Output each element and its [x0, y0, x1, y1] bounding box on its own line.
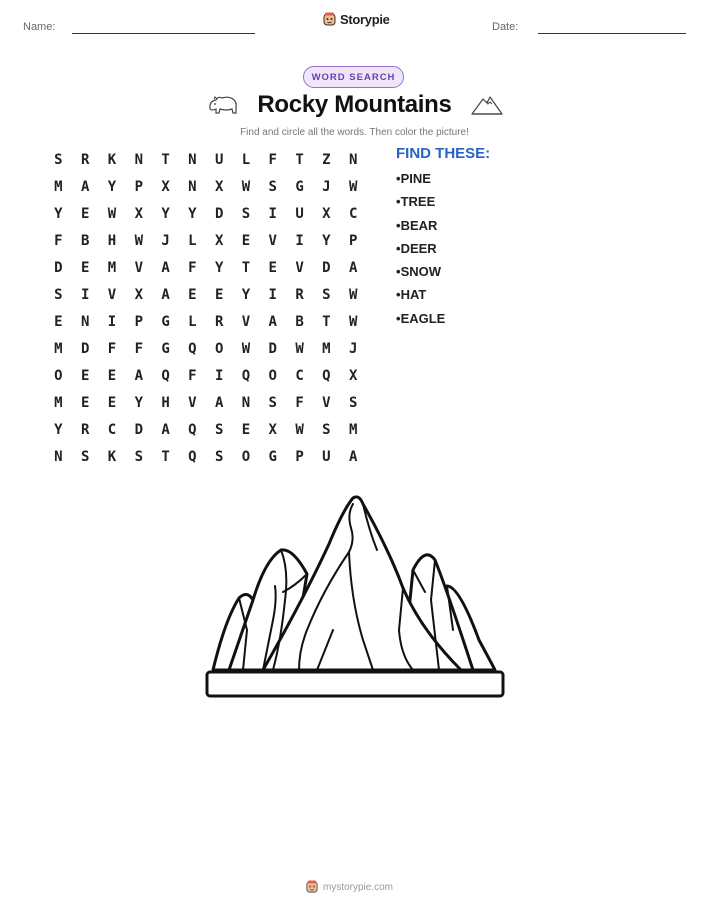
page-title: Rocky Mountains — [257, 91, 452, 118]
grid-letter[interactable]: U — [214, 151, 224, 168]
grid-letter[interactable]: A — [161, 421, 170, 438]
grid-letter[interactable]: X — [134, 205, 143, 222]
grid-row — [45, 200, 367, 227]
grid-letter[interactable]: C — [107, 421, 117, 438]
grid-letter[interactable]: M — [348, 421, 358, 438]
grid-letter[interactable]: S — [322, 421, 331, 438]
grid-letter[interactable]: X — [348, 367, 358, 384]
grid-row — [45, 443, 367, 470]
grid-letter[interactable]: F — [295, 394, 304, 411]
grid-letter[interactable]: E — [80, 205, 90, 222]
grid-letter[interactable]: M — [54, 178, 63, 195]
grid-letter[interactable]: Y — [134, 394, 143, 411]
grid-letter[interactable]: F — [188, 259, 197, 276]
grid-letter[interactable]: O — [214, 340, 224, 357]
grid-letter[interactable]: G — [295, 178, 304, 195]
grid-letter[interactable]: W — [348, 313, 358, 330]
word-list — [396, 171, 445, 334]
grid-letter[interactable]: V — [322, 394, 331, 411]
grid-letter[interactable]: I — [214, 367, 224, 384]
grid-letter[interactable]: Q — [188, 421, 197, 438]
grid-letter[interactable]: D — [80, 340, 90, 357]
grid-letter[interactable]: S — [268, 178, 277, 195]
grid-letter[interactable]: E — [107, 367, 117, 384]
grid-letter[interactable]: W — [134, 232, 143, 249]
grid-letter[interactable]: B — [80, 232, 90, 249]
grid-letter[interactable]: M — [54, 394, 63, 411]
grid-letter[interactable]: J — [348, 340, 358, 357]
grid-letter[interactable]: F — [134, 340, 143, 357]
grid-letter[interactable]: N — [348, 151, 358, 168]
grid-letter[interactable]: O — [268, 367, 277, 384]
grid-letter[interactable]: O — [54, 367, 63, 384]
grid-letter[interactable]: W — [295, 340, 304, 357]
grid-letter[interactable]: V — [107, 286, 117, 303]
grid-row — [45, 254, 367, 281]
grid-row — [45, 308, 367, 335]
grid-letter[interactable]: Y — [214, 259, 224, 276]
grid-letter[interactable]: R — [295, 286, 304, 303]
grid-letter[interactable]: A — [214, 394, 224, 411]
grid-letter[interactable]: W — [348, 286, 358, 303]
grid-row — [45, 389, 367, 416]
grid-letter[interactable]: M — [107, 259, 117, 276]
grid-letter[interactable]: E — [241, 421, 251, 438]
grid-row — [45, 227, 367, 254]
grid-letter[interactable]: I — [80, 286, 90, 303]
word-list-item: • EAGLE — [396, 311, 445, 334]
grid-letter[interactable]: A — [348, 259, 358, 276]
grid-letter[interactable]: V — [188, 394, 197, 411]
word-list-item: • DEER — [396, 241, 445, 264]
letter-grid[interactable] — [45, 146, 367, 470]
grid-letter[interactable]: Q — [241, 367, 251, 384]
storypie-mascot-icon — [305, 880, 319, 894]
storypie-mascot-icon — [322, 12, 337, 27]
brand-logo — [322, 12, 390, 27]
grid-letter[interactable]: T — [322, 313, 331, 330]
grid-letter[interactable]: Q — [188, 448, 197, 465]
grid-letter[interactable]: E — [188, 286, 197, 303]
grid-letter[interactable]: A — [161, 286, 170, 303]
grid-letter[interactable]: S — [214, 421, 224, 438]
grid-letter[interactable]: F — [188, 367, 197, 384]
grid-row — [45, 281, 367, 308]
grid-letter[interactable]: S — [241, 205, 251, 222]
grid-letter[interactable]: Q — [188, 340, 197, 357]
grid-letter[interactable]: E — [214, 286, 224, 303]
grid-row — [45, 173, 367, 200]
grid-letter[interactable]: G — [161, 340, 170, 357]
word-search-badge: WORD SEARCH — [303, 66, 404, 88]
grid-letter[interactable]: H — [161, 394, 170, 411]
grid-letter[interactable]: R — [214, 313, 224, 330]
grid-row — [45, 416, 367, 443]
grid-letter[interactable]: S — [348, 394, 358, 411]
grid-letter[interactable]: Y — [188, 205, 197, 222]
grid-row — [45, 146, 367, 173]
grid-letter[interactable]: Y — [54, 421, 63, 438]
grid-letter[interactable]: J — [161, 232, 170, 249]
grid-letter[interactable]: X — [214, 232, 224, 249]
grid-letter[interactable]: E — [80, 259, 90, 276]
grid-letter[interactable]: N — [80, 313, 90, 330]
grid-letter[interactable]: F — [107, 340, 117, 357]
grid-letter[interactable]: S — [54, 151, 63, 168]
grid-letter[interactable]: U — [322, 448, 331, 465]
grid-letter[interactable]: T — [295, 151, 304, 168]
grid-letter[interactable]: I — [295, 232, 304, 249]
grid-letter[interactable]: E — [80, 367, 90, 384]
grid-letter[interactable]: T — [241, 259, 251, 276]
word-list-item: • TREE — [396, 194, 445, 217]
grid-letter[interactable]: Q — [322, 367, 331, 384]
grid-letter[interactable]: S — [268, 394, 277, 411]
grid-letter[interactable]: N — [188, 151, 197, 168]
grid-letter[interactable]: A — [161, 259, 170, 276]
grid-letter[interactable]: Y — [161, 205, 170, 222]
grid-letter[interactable]: S — [54, 286, 63, 303]
grid-letter[interactable]: T — [161, 151, 170, 168]
grid-letter[interactable]: E — [268, 259, 277, 276]
grid-letter[interactable]: L — [241, 151, 251, 168]
date-label: Date: — [492, 21, 519, 33]
grid-letter[interactable]: P — [348, 232, 358, 249]
grid-letter[interactable]: W — [107, 205, 117, 222]
grid-letter[interactable]: S — [134, 448, 143, 465]
name-label: Name: — [23, 21, 56, 33]
grid-letter[interactable]: V — [295, 259, 304, 276]
grid-letter[interactable]: I — [268, 205, 277, 222]
footer — [305, 880, 393, 894]
grid-letter[interactable]: Y — [107, 178, 117, 195]
grid-letter[interactable]: K — [107, 151, 117, 168]
brand-name: Storypie — [340, 12, 390, 27]
find-these-heading: FIND THESE: — [396, 145, 491, 162]
grid-letter[interactable]: Z — [322, 151, 331, 168]
grid-letter[interactable]: A — [134, 367, 143, 384]
grid-letter[interactable]: W — [348, 178, 358, 195]
grid-letter[interactable]: L — [188, 232, 197, 249]
grid-letter[interactable]: T — [161, 448, 170, 465]
grid-letter[interactable]: Y — [54, 205, 63, 222]
grid-letter[interactable]: N — [188, 178, 197, 195]
word-list-item: • PINE — [396, 171, 445, 194]
grid-letter[interactable]: M — [322, 340, 331, 357]
grid-letter[interactable]: K — [107, 448, 117, 465]
grid-letter[interactable]: N — [54, 448, 63, 465]
grid-row — [45, 362, 367, 389]
grid-letter[interactable]: I — [268, 286, 277, 303]
grid-letter[interactable]: E — [107, 394, 117, 411]
grid-letter[interactable]: D — [268, 340, 277, 357]
grid-letter[interactable]: P — [134, 178, 143, 195]
grid-letter[interactable]: S — [80, 448, 90, 465]
grid-letter[interactable]: O — [241, 448, 251, 465]
grid-letter[interactable]: E — [241, 232, 251, 249]
grid-letter[interactable]: E — [54, 313, 63, 330]
word-list-item: • BEAR — [396, 218, 445, 241]
grid-letter[interactable]: P — [134, 313, 143, 330]
grid-letter[interactable]: Y — [322, 232, 331, 249]
grid-letter[interactable]: F — [268, 151, 277, 168]
grid-letter[interactable]: X — [134, 286, 143, 303]
grid-letter[interactable]: D — [214, 205, 224, 222]
grid-letter[interactable]: I — [107, 313, 117, 330]
grid-letter[interactable]: N — [134, 151, 143, 168]
grid-letter[interactable]: V — [241, 313, 251, 330]
rocky-mountains-illustration[interactable] — [203, 490, 507, 702]
grid-letter[interactable]: P — [295, 448, 304, 465]
grid-letter[interactable]: Q — [161, 367, 170, 384]
grid-letter[interactable]: A — [80, 178, 90, 195]
grid-letter[interactable]: F — [54, 232, 63, 249]
grid-letter[interactable]: V — [134, 259, 143, 276]
grid-letter[interactable]: X — [161, 178, 170, 195]
grid-letter[interactable]: A — [348, 448, 358, 465]
grid-letter[interactable]: U — [295, 205, 304, 222]
grid-letter[interactable]: D — [54, 259, 63, 276]
word-list-item: • HAT — [396, 287, 445, 310]
grid-row — [45, 335, 367, 362]
grid-letter[interactable]: S — [214, 448, 224, 465]
grid-letter[interactable]: A — [268, 313, 277, 330]
grid-letter[interactable]: J — [322, 178, 331, 195]
grid-letter[interactable]: Y — [241, 286, 251, 303]
instructions: Find and circle all the words. Then color the picture! — [240, 127, 469, 138]
grid-letter[interactable]: V — [268, 232, 277, 249]
grid-letter[interactable]: W — [295, 421, 304, 438]
grid-letter[interactable]: N — [241, 394, 251, 411]
grid-letter[interactable]: X — [322, 205, 331, 222]
grid-letter[interactable]: D — [134, 421, 143, 438]
grid-letter[interactable]: R — [80, 421, 90, 438]
grid-letter[interactable]: B — [295, 313, 304, 330]
mountain-icon — [470, 93, 504, 117]
grid-letter[interactable]: H — [107, 232, 117, 249]
word-list-item: • SNOW — [396, 264, 445, 287]
grid-letter[interactable]: C — [295, 367, 304, 384]
footer-url[interactable]: mystorypie.com — [323, 881, 394, 893]
grid-letter[interactable]: S — [322, 286, 331, 303]
grid-letter[interactable]: G — [161, 313, 170, 330]
grid-letter[interactable]: X — [214, 178, 224, 195]
grid-letter[interactable]: G — [268, 448, 277, 465]
date-line[interactable] — [538, 33, 686, 34]
grid-letter[interactable]: D — [322, 259, 331, 276]
grid-letter[interactable]: M — [54, 340, 63, 357]
name-line[interactable] — [72, 33, 255, 34]
grid-letter[interactable]: W — [241, 178, 251, 195]
grid-letter[interactable]: C — [348, 205, 358, 222]
grid-letter[interactable]: X — [268, 421, 277, 438]
grid-letter[interactable]: W — [241, 340, 251, 357]
grid-letter[interactable]: R — [80, 151, 90, 168]
grid-letter[interactable]: L — [188, 313, 197, 330]
grid-letter[interactable]: E — [80, 394, 90, 411]
